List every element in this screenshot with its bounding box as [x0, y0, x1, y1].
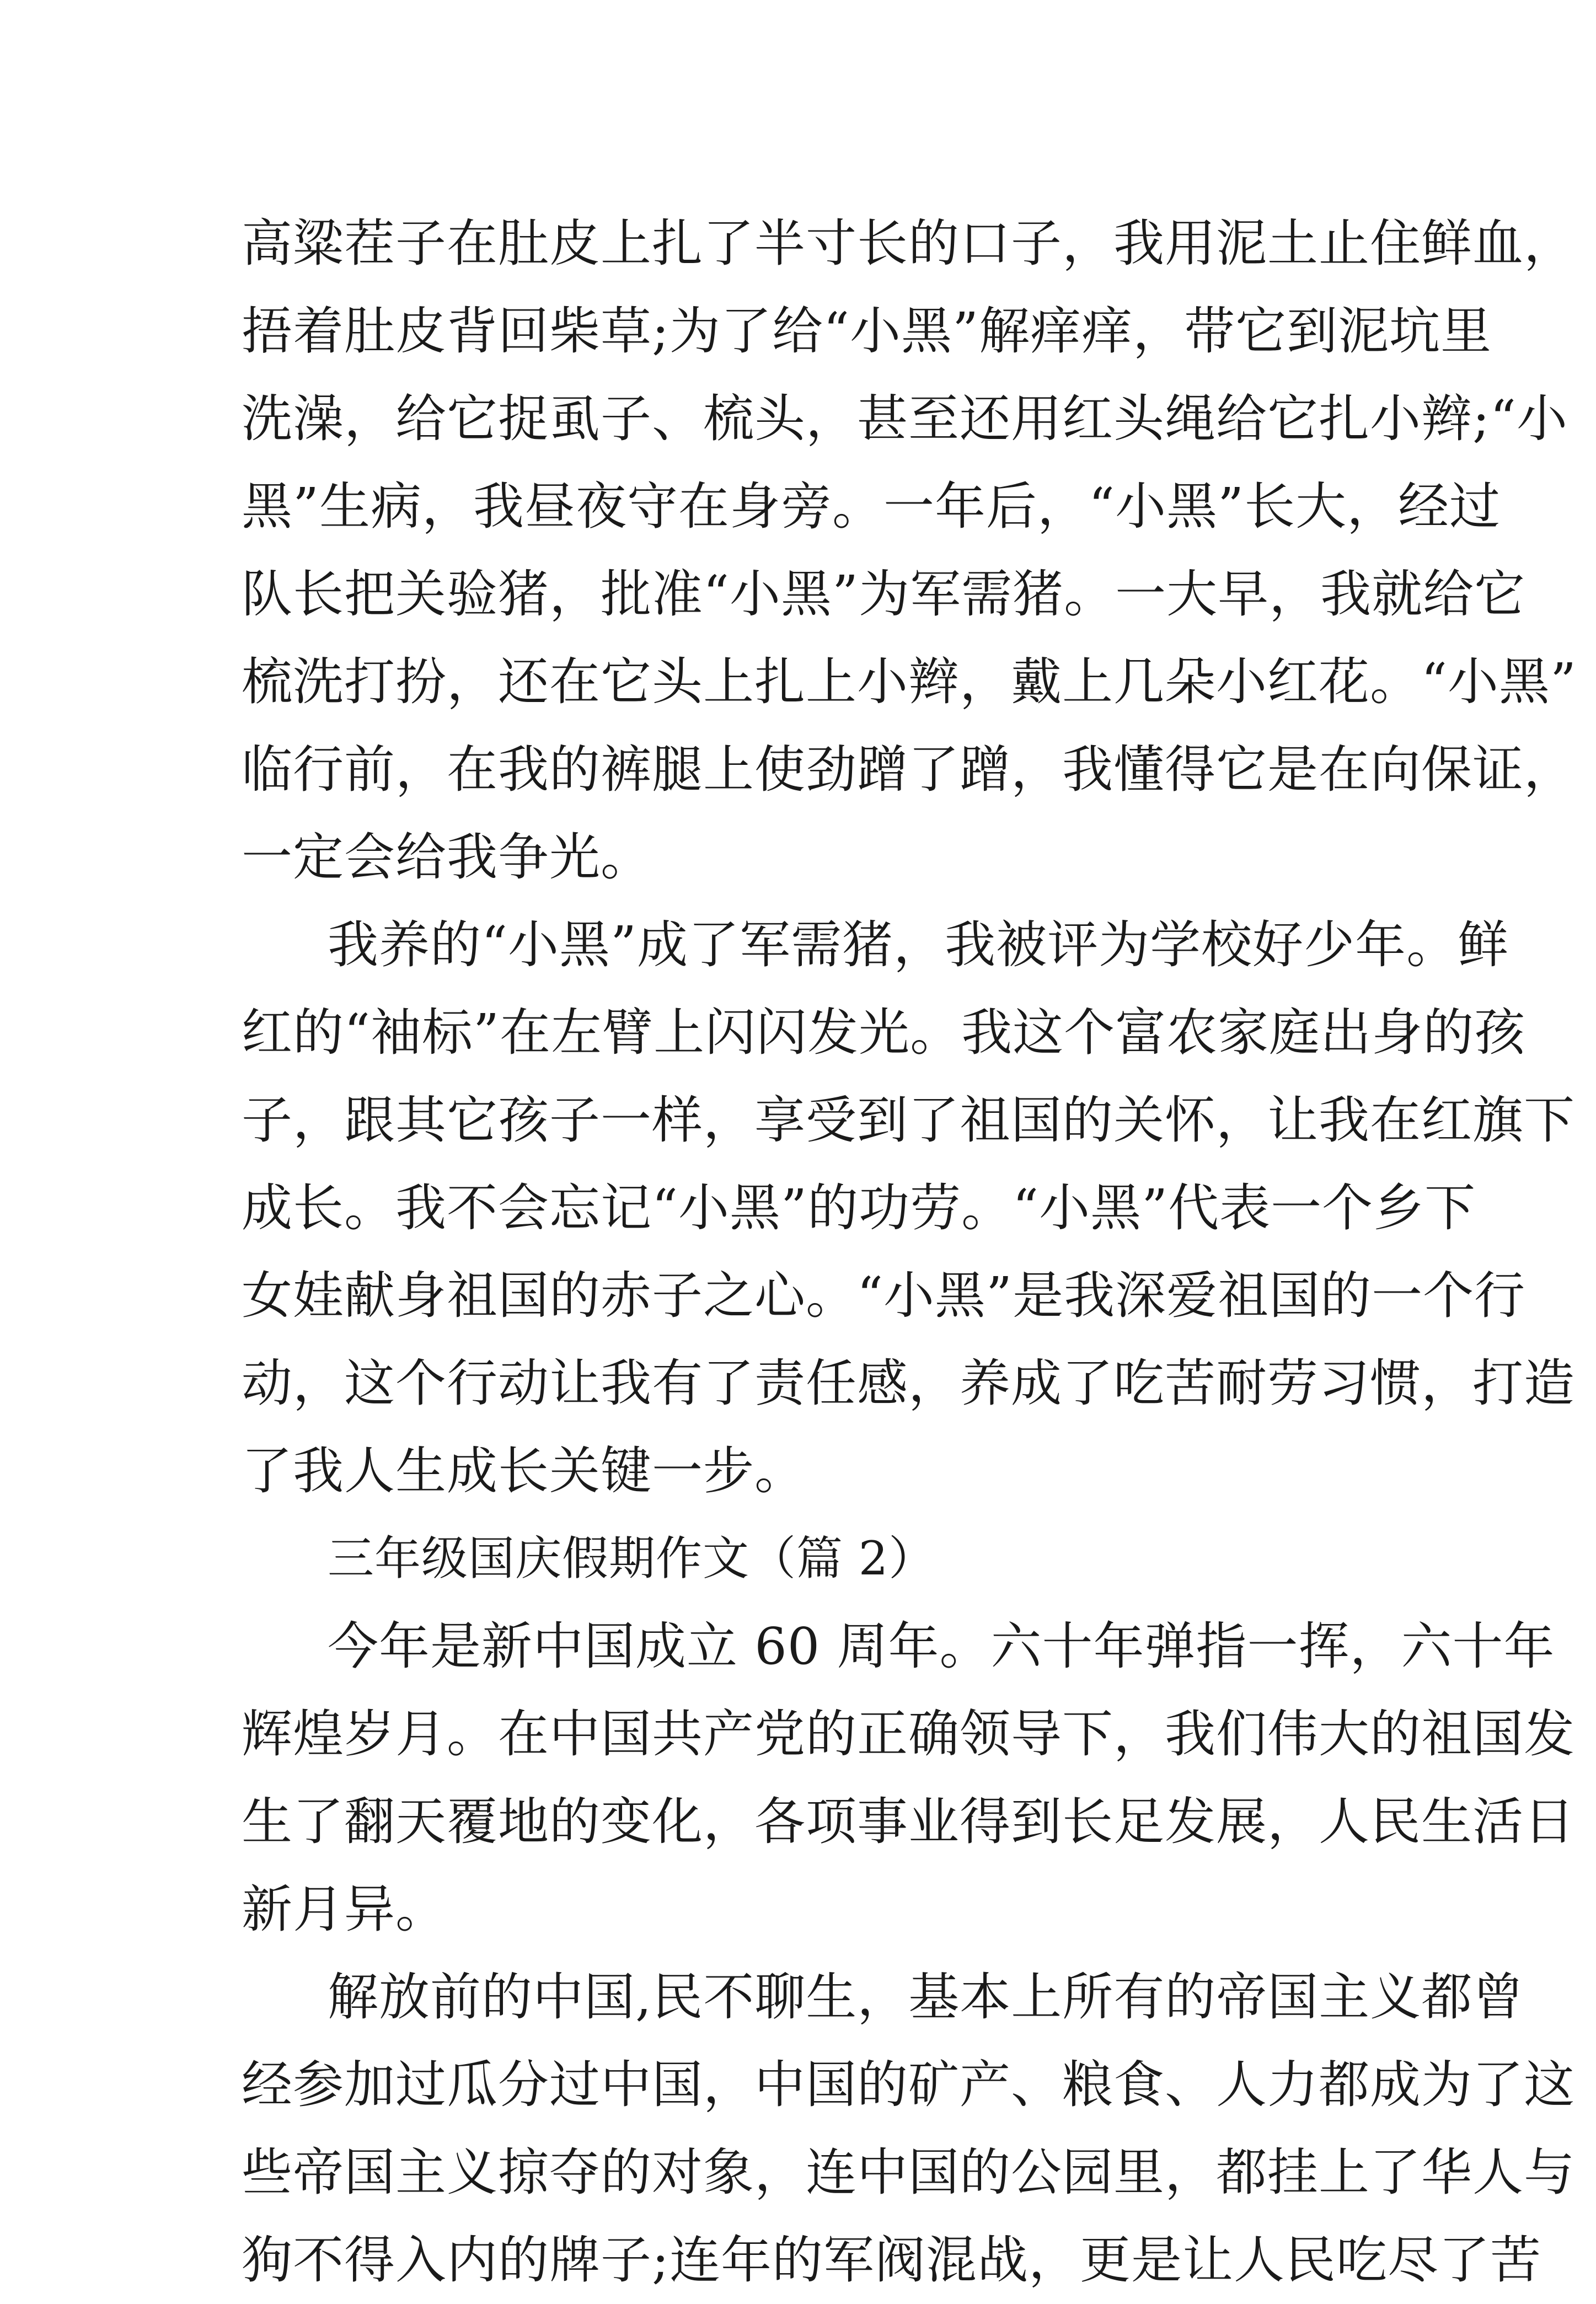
text-line: 生了翻天覆地的变化，各项事业得到长足发展，人民生活日	[242, 1792, 1576, 1851]
text-line: 新月异。	[242, 1880, 447, 1939]
text-line: 经参加过瓜分过中国，中国的矿产、粮食、人力都成为了这	[242, 2055, 1576, 2114]
document-body	[242, 200, 1577, 2304]
text-line: 临行前，在我的裤腿上使劲蹭了蹭，我懂得它是在向保证，	[242, 740, 1576, 799]
text-line: 狗不得入内的牌子;连年的军阀混战，更是让人民吃尽了苦	[242, 2231, 1541, 2290]
paragraph-first-line: 解放前的中国,民不聊生，基本上所有的帝国主义都曾	[328, 1968, 1524, 2027]
text-line: 队长把关验猪，批准“小黑”为军需猪。一大早，我就给它	[242, 565, 1526, 624]
text-line: 洗澡，给它捉虱子、梳头，甚至还用红头绳给它扎小辫;“小	[242, 389, 1568, 448]
text-line: 了我人生成长关键一步。	[242, 1442, 806, 1501]
text-line: 黑”生病，我昼夜守在身旁。一年后，“小黑”长大，经过	[242, 477, 1501, 536]
text-line: 捂着肚皮背回柴草;为了给“小黑”解痒痒，带它到泥坑里	[242, 302, 1492, 361]
text-line: 些帝国主义掠夺的对象，连中国的公园里，都挂上了华人与	[242, 2143, 1576, 2202]
text-line: 红的“袖标”在左臂上闪闪发光。我这个富农家庭出身的孩	[242, 1003, 1526, 1062]
text-line: 动，这个行动让我有了责任感，养成了吃苦耐劳习惯，打造	[242, 1354, 1576, 1413]
text-line: 辉煌岁月。在中国共产党的正确领导下，我们伟大的祖国发	[242, 1705, 1576, 1764]
text-line: 成长。我不会忘记“小黑”的功劳。“小黑”代表一个乡下	[242, 1178, 1476, 1237]
paragraph-first-line: 今年是新中国成立 60 周年。六十年弹指一挥，六十年	[328, 1617, 1555, 1676]
text-line: 梳洗打扮，还在它头上扎上小辫，戴上几朵小红花。“小黑”	[242, 652, 1577, 711]
text-line: 高粱茬子在肚皮上扎了半寸长的口子，我用泥土止住鲜血，	[242, 214, 1576, 273]
section-heading: 三年级国庆假期作文（篇 2）	[328, 1531, 936, 1585]
text-line: 一定会给我争光。	[242, 828, 652, 887]
text-line: 女娃献身祖国的赤子之心。“小黑”是我深爱祖国的一个行	[242, 1266, 1526, 1325]
paragraph-first-line: 我养的“小黑”成了军需猪，我被评为学校好少年。鲜	[328, 915, 1509, 974]
text-line: 子，跟其它孩子一样，享受到了祖国的关怀，让我在红旗下	[242, 1091, 1576, 1150]
